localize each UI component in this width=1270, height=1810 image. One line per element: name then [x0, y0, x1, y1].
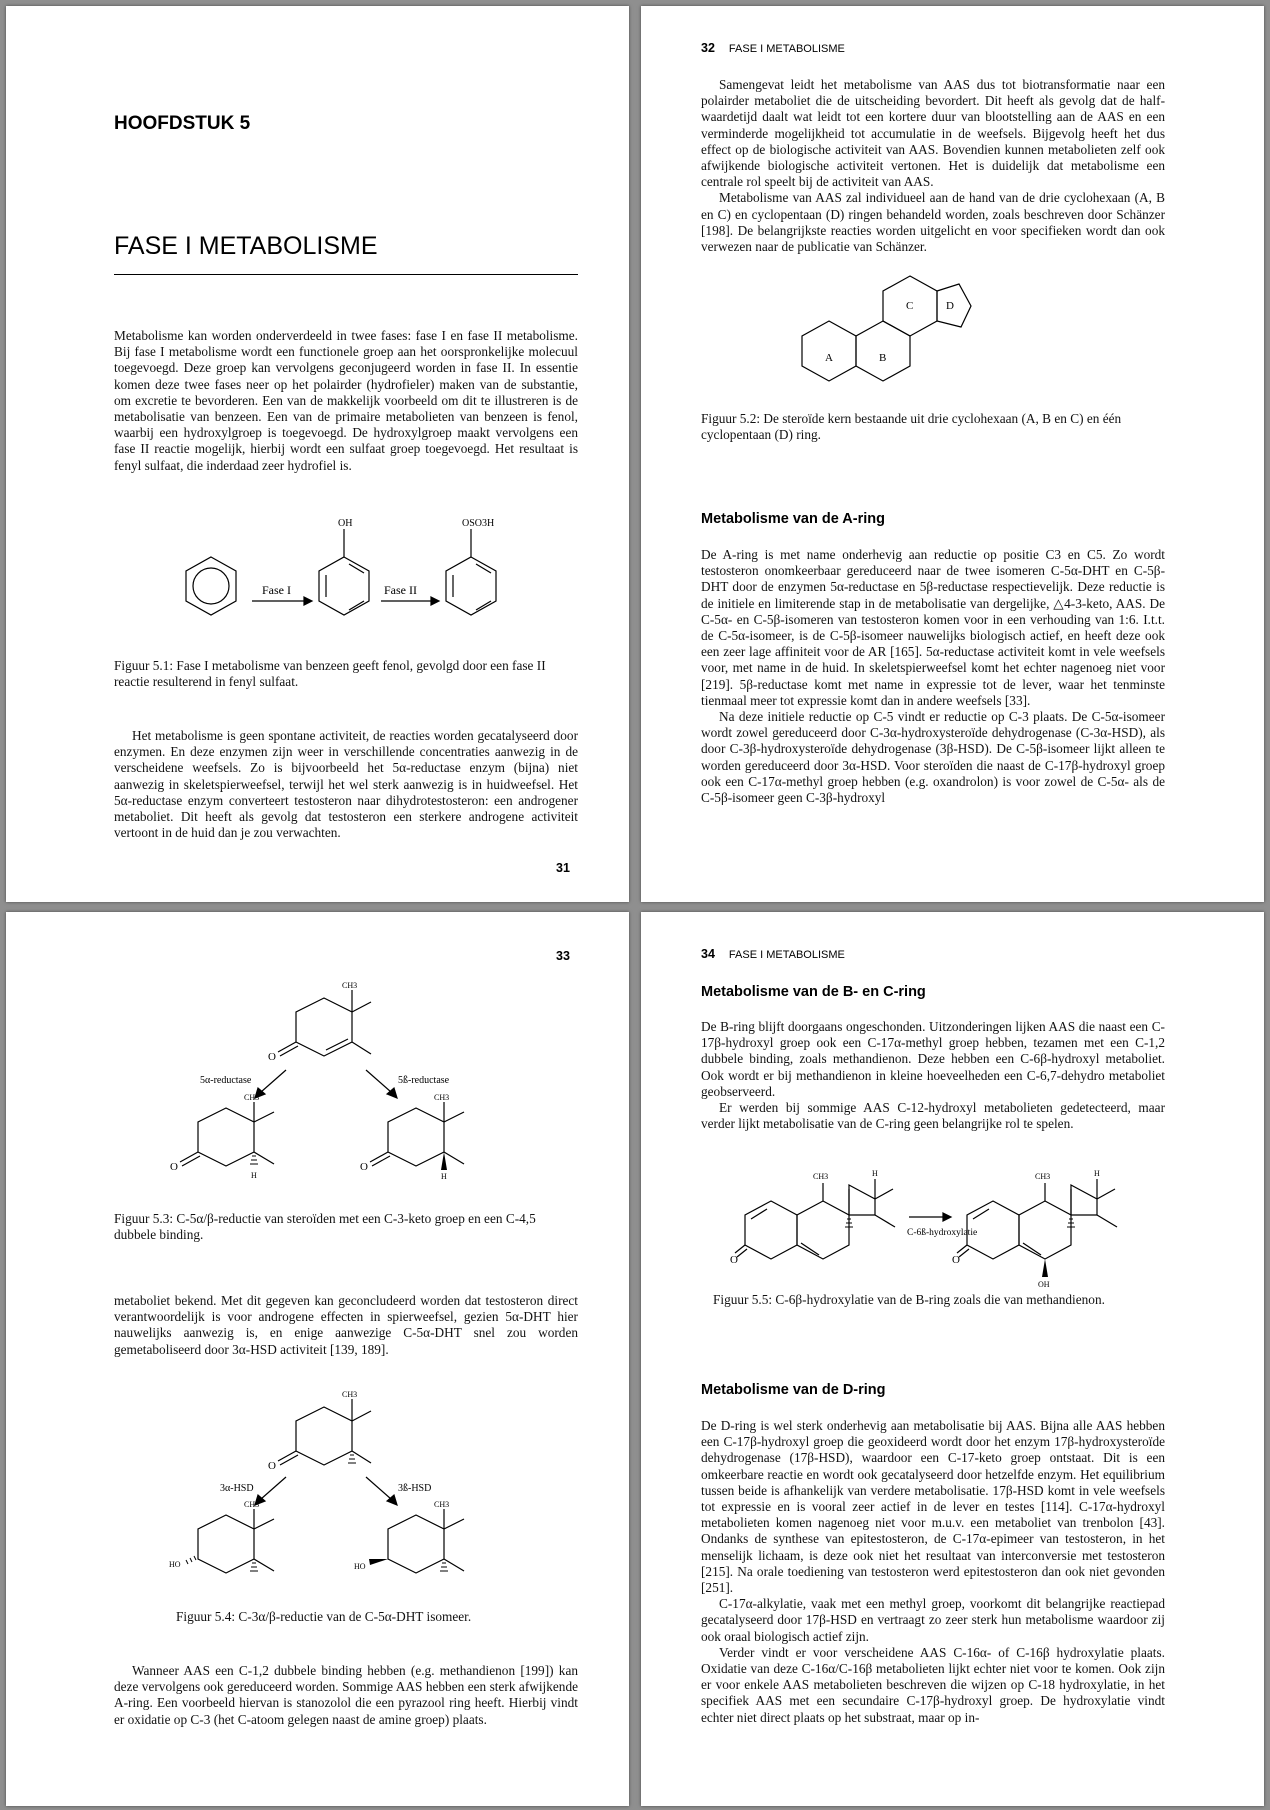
3b-product-ring	[388, 1515, 444, 1573]
figure-5-4-3-reduction	[166, 1377, 506, 1587]
o-label: O	[268, 1460, 276, 1472]
ch3-label: CH3	[813, 1172, 829, 1181]
oso3h-label: OSO3H	[462, 518, 495, 529]
page-number: 32	[701, 41, 715, 55]
page-32	[641, 6, 1264, 902]
paragraph: Het metabolisme is geen spontane activiteit, de reacties worden gecatalyseerd door enzymen. En deze enzymen zijn weer in verschillende concentraties aanwezig in de verscheidene weefsels. Zo is bijvoorbeeld het 5α-reductase enzym (bijna) niet aanwezig in skeletspierweefsel, terwijl het wel sterk aanwezig is in huidweefsel. Het 5α-reductase enzym converteert testosteron naar dihydrotestosteron: een androgener metaboliet. Dit heeft als gevolg dat testosteron een sterkere androgene activiteit vertoont in de huid dan je zou verwachten.	[114, 728, 578, 841]
a-ring-extra-paragraph	[114, 1663, 578, 1728]
aromatic-circle	[193, 568, 229, 604]
page-33	[6, 912, 629, 1806]
running-header	[701, 41, 845, 55]
section-heading-d-ring: Metabolisme van de D-ring	[701, 1382, 886, 1398]
figure-5-1-benzene-reaction	[166, 511, 526, 641]
o-label: O	[268, 1051, 276, 1063]
ch3-label: CH3	[434, 1500, 450, 1509]
figure-5-5-hydroxylation	[730, 1165, 1151, 1289]
h-label: H	[1094, 1169, 1100, 1178]
page-31	[6, 6, 629, 902]
h-label: H	[441, 1172, 447, 1181]
enzyme-paragraph	[114, 728, 578, 841]
5a-reductase-label: 5α-reductase	[200, 1075, 252, 1086]
section-heading-bc-ring: Metabolisme van de B- en C-ring	[701, 984, 926, 1000]
ch3-label: CH3	[342, 981, 358, 990]
paragraph: Verder vindt er voor verscheidene AAS C-16α- of C-16β hydroxylatie plaats. Oxidatie van deze C-16α/C-16β metabolieten lijkt echter niet voor te komen. Ook zijn er voor enkele AAS metabolieten beschreven die wijzen op C-18 hydroxylatie, in het specifiek AAS met een secundaire C-17β-hydroxyl groep. De hydroxylatie vindt echter niet direct plaats op het substraat, maar op in-	[701, 1644, 1165, 1725]
5b-reductase-label: 5ß-reductase	[398, 1075, 450, 1086]
product-c-ring	[1071, 1185, 1097, 1215]
h-label: H	[872, 1169, 878, 1178]
paragraph: Samengevat leidt het metabolisme van AAS dus tot biotransformatie naar een polairder metaboliet die de uitscheiding bevordert. Dit heeft als gevolg dat de half-waardetijd daalt wat leidt tot een kortere duur van blootstelling aan de AAS en een verminderde mogelijkheid tot accumulatie in de weefsels. Bijgevolg heeft het dus effect op de biologische activiteit van AAS. Bovendien kunnen metabolieten zelf ook afwijkende biologische activiteit vertonen. Het is duidelijk dat metabolisme een centrale rol speelt bij de activiteit van AAS.	[701, 77, 1165, 190]
paragraph: De D-ring is wel sterk onderhevig aan metabolisatie bij AAS. Bijna alle AAS hebben een C-17β-hydroxyl groep die geoxideerd wordt door het enzym 17β-hydroxysteroïde dehydrogenase (17β-HSD), waardoor een C-17-keto groep ontstaat. Dit is een omkeerbare reactie en wordt ook gecatalyseerd door hetzelfde enzym. Het equilibrium tussen beide is afhankelijk van verdere metabolisatie. 17β-HSD komt in vele weefsels tot expressie en is vooral zeer actief in de lever en testes [114]. C-17α-hydroxyl metabolieten komen nagenoeg niet voor m.u.v. een metaboliet van trenbolon [43]. Ondanks de synthese van epitestosteron, de C-17α-epimeer van testosteron, in het menselijk lichaam, is deze ook niet het resultaat van interconversie met testosteron [215]. Na orale toediening van testosteron werd epitestosteron dan ook niet gevonden [251].	[701, 1418, 1165, 1596]
ring-b	[856, 321, 910, 381]
alpha-product-ring	[198, 1108, 254, 1166]
paragraph: De B-ring blijft doorgaans ongeschonden. Uitzonderingen lijken AAS die naast een C-17β-hydroxyl groep ook een C-17α-methyl groep hebben, tezamen met een C-1,2 dubbele binding, zoals methandienon. Deze hebben een C-6β-hydroxyl metaboliet. Ook wordt er bij methandienon in kleine hoeveelheden een C-6,7-dehydro metaboliet geobserveerd.	[701, 1019, 1165, 1099]
ring-d	[937, 284, 971, 327]
methandienon-b-ring	[797, 1201, 849, 1259]
fase-1-label: Fase I	[262, 583, 291, 597]
ch3-label: CH3	[1035, 1172, 1051, 1181]
paragraph: Er werden bij sommige AAS C-12-hydroxyl metabolieten gedetecteerd, maar verder lijkt metabolisatie van de C-ring geen belangrijke rol te spelen.	[701, 1100, 1165, 1132]
figure-5-3-reduction	[166, 980, 506, 1180]
paragraph: Na deze initiele reductie op C-5 vindt er reductie op C-3 plaats. De C-5α-isomeer wordt zowel gereduceerd door C-3α-hydroxysteroïde dehydrogenase (C-3α-HSD), als door C-3β-hydroxysteroïde dehydrogenase (3β-HSD). De C-5β-isomeer lijkt alleen te worden gereduceerd door 3α-HSD. Voor steroïden die naast de C-17β-hydroxyl groep ook een C-17α-methyl groep hebben (e.g. oxandrolon) is voor zowel de C-5α- als de C-5β-isomeer geen C-3β-hydroxyl	[701, 709, 1165, 806]
enone-ring	[296, 998, 352, 1056]
oh-label: OH	[338, 518, 353, 529]
o-label: O	[952, 1254, 960, 1266]
page-number: 34	[701, 947, 715, 961]
ring-label-b: B	[879, 352, 887, 364]
ch3-label: CH3	[244, 1093, 260, 1102]
ring-label-c: C	[906, 300, 914, 312]
chapter-title: FASE I METABOLISME	[114, 232, 378, 260]
ring-label-d: D	[946, 300, 954, 312]
ho-label: HO	[354, 1562, 366, 1571]
methandienon-c-ring	[849, 1185, 875, 1215]
ring-a	[802, 321, 856, 381]
figure-5-5-caption: Figuur 5.5: C-6β-hydroxylatie van de B-ring zoals die van methandienon.	[713, 1292, 1105, 1307]
dht-ring	[296, 1407, 352, 1465]
a-ring-text	[701, 547, 1165, 806]
figure-5-2-steroid-core	[801, 281, 991, 406]
hydroxylation-label: C-6ß-hydroxylatie	[907, 1228, 978, 1238]
ch3-label: CH3	[244, 1500, 260, 1509]
paragraph: Metabolisme kan worden onderverdeeld in twee fases: fase I en fase II metabolisme. Bij fase I metabolisme wordt een functionele groep aan het oorspronkelijke molecuul toegevoegd. Deze groep kan vervolgens geconjugeerd worden in fase II. In essentie komen deze twee fases neer op het polairder (hydrofieler) maken van de substantie, om excretie te bevorderen. Een van de makkelijk voorbeeld om dit te illustreren is de metabolisatie van benzeen. Een van de primaire metabolieten van benzeen is fenol, waarbij een hydroxylgroep is toegevoegd. De hydroxylgroep maakt vervolgens een fase II reactie mogelijk, hierbij wordt een sulfaat groep toegevoegd. Het resultaat is fenyl sulfaat, die inderdaad zeer hydrofiel is.	[114, 328, 578, 473]
bc-ring-text	[701, 1019, 1165, 1132]
running-header	[701, 947, 845, 961]
figure-5-3-caption: Figuur 5.3: C-5α/β-reductie van steroïden met een C-3-keto groep en een C-4,5 dubbele binding.	[114, 1211, 536, 1243]
product-b-ring	[1019, 1201, 1071, 1259]
running-head: FASE I METABOLISME	[728, 43, 845, 55]
oh-label: OH	[1038, 1280, 1050, 1289]
ring-label-a: A	[825, 352, 833, 364]
summary-text	[701, 77, 1165, 255]
chapter-label: HOOFDSTUK 5	[114, 113, 251, 134]
ch3-label: CH3	[434, 1093, 450, 1102]
page-34	[641, 912, 1264, 1806]
beta-product-ring	[388, 1108, 444, 1166]
o-label: O	[360, 1161, 368, 1173]
o-label: O	[170, 1161, 178, 1173]
figure-5-4-caption: Figuur 5.4: C-3α/β-reductie van de C-5α-DHT isomeer.	[176, 1609, 472, 1624]
h-label: H	[251, 1171, 257, 1180]
continuation-paragraph: metaboliet bekend. Met dit gegeven kan geconcludeerd worden dat testosteron direct verantwoordelijk is voor androgene effecten in spierweefsel, gezien 5α-DHT hier nauwelijks aanwezig is, en enige aanwezige C-5α-DHT snel zou worden gemetaboliseerd door 3α-HSD activiteit [139, 189].	[114, 1293, 578, 1357]
3b-hsd-label: 3ß-HSD	[398, 1483, 432, 1494]
o-label: O	[730, 1254, 738, 1266]
figure-5-2-caption: Figuur 5.2: De steroïde kern bestaande uit drie cyclohexaan (A, B en C) en één cyclopentaan (D) ring.	[701, 411, 1122, 443]
paragraph: De A-ring is met name onderhevig aan reductie op positie C3 en C5. Zo wordt testosteron onomkeerbaar gereduceerd naar de twee isomeren C-5α-DHT en C-5β-DHT door de enzymen 5α-reductase en 5β-reductase respectievelijk. Deze reductie is de initiele en limiterende stap in de metabolisatie van dergelijke, △4-3-keto, AAS. De C-5α- en C-5β-isomeren van testosteron komen voor in een verhouding van 1:6. I.t.t. de C-5α-isomeer, is de C-5β-isomeer nauwelijks biologisch actief, en heeft deze ook een zeer lage affiniteit voor de AR [165]. 5α-reductase activiteit komt in vele weefsels voor, met name in de huid. In skeletspierweefsel komt het echter nagenoeg niet voor [219]. 5β-reductase komt met name in expressie tot de lever, waar het tenminste tienmaal meer tot expressie komt dan in andere weefsels [33].	[701, 547, 1165, 708]
ho-label: HO	[169, 1560, 181, 1569]
paragraph: Metabolisme van AAS zal individueel aan de hand van de drie cyclohexaan (A, B en C) en cyclopentaan (D) ringen behandeld worden, zoals beschreven door Schänzer [198]. De belangrijkste reacties worden uitgelicht en voor specifieken wordt dan ook verwezen naar de publicatie van Schänzer.	[701, 190, 1165, 255]
figure-5-1-caption: Figuur 5.1: Fase I metabolisme van benzeen geeft fenol, gevolgd door een fase II reactie resulterend in fenyl sulfaat.	[114, 658, 546, 690]
d-ring-text	[701, 1418, 1165, 1726]
section-heading-a-ring: Metabolisme van de A-ring	[701, 511, 885, 527]
intro-paragraph	[114, 328, 578, 474]
page-number: 31	[556, 861, 570, 875]
3a-product-ring	[198, 1515, 254, 1573]
methandienon-a-ring	[745, 1201, 797, 1259]
paragraph: C-17α-alkylatie, vaak met een methyl groep, voorkomt dit belangrijke reactiepad gecatalyseerd door 17β-HSD en vertraagt zo zeer sterk hun metabolisme waardoor zij ook oraal biologisch actief zijn.	[701, 1596, 1165, 1644]
page-number: 33	[556, 949, 570, 963]
paragraph: Wanneer AAS een C-1,2 dubbele binding hebben (e.g. methandienon [199]) kan deze vervolgens ook gereduceerd worden. Sommige AAS hebben een sterk afwijkende A-ring. Een voorbeeld hiervan is stanozolol die een pyrazool ring heeft. Hierbij vindt er oxidatie op C-3 (het C-atoom gelegen naast de amine groep) plaats.	[114, 1663, 578, 1727]
3a-hsd-label: 3α-HSD	[220, 1483, 254, 1494]
title-rule	[114, 274, 578, 275]
ch3-label: CH3	[342, 1390, 358, 1399]
running-head: FASE I METABOLISME	[728, 949, 845, 961]
fase-2-label: Fase II	[384, 583, 417, 597]
